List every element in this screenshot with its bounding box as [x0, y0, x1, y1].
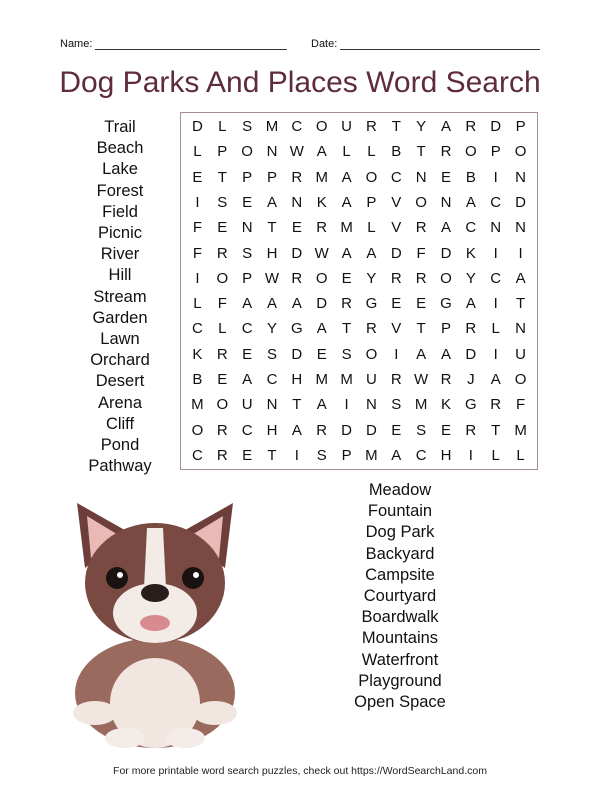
- grid-letter: N: [515, 320, 526, 338]
- word-list-item: Backyard: [365, 544, 435, 563]
- grid-letter: R: [216, 446, 228, 464]
- grid-letter: N: [515, 168, 526, 186]
- grid-letter: S: [391, 396, 402, 414]
- word-list-item: Mountains: [361, 629, 439, 648]
- grid-letter: I: [493, 244, 498, 262]
- grid-letter: E: [391, 295, 402, 313]
- grid-letter: H: [266, 421, 278, 439]
- word-list-item: Desert: [95, 372, 145, 391]
- grid-letter: T: [292, 396, 302, 414]
- grid-letter: I: [493, 345, 498, 363]
- grid-letter: G: [465, 396, 477, 414]
- grid-letter: A: [391, 446, 402, 464]
- grid-letter: O: [440, 269, 452, 287]
- grid-letter: K: [465, 244, 476, 262]
- grid-letter: I: [195, 193, 200, 211]
- grid-letter: P: [341, 446, 352, 464]
- letter-grid: [180, 112, 538, 470]
- grid-letter: W: [289, 143, 304, 161]
- grid-letter: F: [416, 244, 426, 262]
- grid-letter: M: [191, 396, 204, 414]
- grid-letter: L: [367, 219, 376, 237]
- grid-letter: N: [440, 193, 452, 211]
- grid-letter: L: [367, 143, 376, 161]
- grid-letter: N: [415, 168, 427, 186]
- grid-letter: E: [416, 295, 427, 313]
- grid-letter: S: [266, 345, 277, 363]
- grid-letter: A: [465, 295, 476, 313]
- grid-letter: G: [291, 320, 303, 338]
- grid-letter: E: [440, 421, 451, 439]
- grid-letter: A: [341, 244, 352, 262]
- grid-letter: H: [440, 446, 452, 464]
- grid-letter: P: [266, 168, 277, 186]
- grid-letter: Y: [266, 320, 277, 338]
- grid-letter: A: [316, 320, 327, 338]
- grid-letter: D: [316, 295, 328, 313]
- word-list-item: Field: [102, 202, 138, 221]
- grid-letter: N: [366, 396, 377, 414]
- grid-letter: A: [242, 295, 253, 313]
- grid-letter: O: [365, 168, 378, 186]
- grid-letter: V: [391, 320, 402, 338]
- grid-letter: V: [391, 219, 402, 237]
- grid-letter: R: [341, 295, 352, 313]
- grid-letter: P: [242, 269, 253, 287]
- grid-letter: E: [192, 168, 203, 186]
- grid-letter: S: [316, 446, 327, 464]
- grid-letter: I: [294, 446, 299, 464]
- word-list-item: Hill: [108, 266, 132, 285]
- grid-letter: F: [217, 295, 227, 313]
- grid-letter: D: [291, 345, 303, 363]
- grid-letter: A: [440, 118, 451, 136]
- grid-letter: C: [465, 219, 477, 237]
- grid-letter: J: [467, 370, 475, 388]
- grid-letter: M: [340, 370, 353, 388]
- grid-letter: R: [465, 118, 477, 136]
- word-list-item: Waterfront: [361, 650, 439, 669]
- grid-letter: E: [242, 193, 253, 211]
- word-list-item: Courtyard: [363, 587, 437, 606]
- grid-letter: E: [217, 219, 228, 237]
- grid-letter: I: [468, 446, 473, 464]
- grid-letter: D: [291, 244, 303, 262]
- grid-letter: W: [314, 244, 329, 262]
- grid-letter: A: [316, 396, 327, 414]
- grid-letter: R: [216, 421, 228, 439]
- grid-letter: A: [291, 421, 302, 439]
- grid-letter: A: [465, 193, 476, 211]
- grid-letter: R: [366, 320, 377, 338]
- word-list-item: Boardwalk: [361, 608, 439, 627]
- grid-letter: L: [491, 446, 500, 464]
- grid-letter: O: [241, 143, 253, 161]
- grid-letter: O: [191, 421, 204, 439]
- grid-letter: A: [515, 269, 526, 287]
- grid-letter: B: [192, 370, 203, 388]
- grid-letter: M: [514, 421, 527, 439]
- grid-letter: G: [440, 295, 452, 313]
- grid-letter: E: [440, 168, 451, 186]
- grid-letter: M: [315, 370, 328, 388]
- grid-letter: I: [518, 244, 523, 262]
- grid-letter: B: [465, 168, 476, 186]
- word-list-item: Garden: [92, 308, 148, 327]
- grid-letter: P: [242, 168, 253, 186]
- grid-letter: A: [266, 295, 277, 313]
- grid-letter: T: [267, 446, 277, 464]
- word-list-item: Lawn: [100, 330, 140, 349]
- grid-letter: A: [266, 193, 277, 211]
- grid-letter: T: [341, 320, 352, 338]
- grid-letter: C: [241, 320, 253, 338]
- grid-letter: I: [344, 396, 349, 414]
- word-list-right: [330, 480, 470, 713]
- grid-letter: M: [265, 118, 279, 136]
- grid-letter: R: [415, 269, 427, 287]
- grid-letter: I: [394, 345, 399, 363]
- grid-letter: W: [264, 269, 280, 287]
- grid-letter: L: [516, 446, 525, 464]
- grid-letter: O: [465, 143, 477, 161]
- grid-letter: A: [440, 219, 451, 237]
- grid-letter: R: [465, 421, 477, 439]
- grid-letter: W: [414, 370, 429, 388]
- grid-letter: O: [415, 193, 427, 211]
- grid-letter: S: [341, 345, 352, 363]
- grid-letter: R: [216, 345, 228, 363]
- grid-letter: D: [440, 244, 452, 262]
- word-list-item: Picnic: [97, 224, 142, 243]
- grid-letter: O: [365, 345, 378, 363]
- grid-letter: H: [266, 244, 278, 262]
- grid-letter: R: [465, 320, 477, 338]
- grid-letter: S: [416, 421, 427, 439]
- grid-letter: O: [216, 396, 229, 414]
- word-list-item: Stream: [93, 287, 147, 306]
- grid-letter: S: [217, 193, 228, 211]
- grid-letter: U: [341, 118, 352, 136]
- grid-letter: M: [315, 168, 328, 186]
- grid-letter: B: [391, 143, 402, 161]
- grid-letter: C: [291, 118, 303, 136]
- grid-letter: E: [291, 219, 302, 237]
- grid-letter: T: [491, 421, 501, 439]
- grid-letter: R: [366, 118, 377, 136]
- grid-letter: P: [515, 118, 526, 136]
- grid-letter: O: [315, 118, 328, 136]
- word-list-item: Trail: [104, 118, 136, 136]
- grid-letter: C: [390, 168, 402, 186]
- grid-letter: P: [440, 320, 451, 338]
- date-field[interactable]: [311, 38, 540, 50]
- grid-letter: M: [414, 396, 428, 414]
- grid-letter: R: [440, 143, 452, 161]
- word-list-item: Meadow: [368, 481, 432, 499]
- word-list-item: Playground: [358, 671, 442, 690]
- grid-letter: N: [515, 219, 526, 237]
- grid-letter: N: [291, 193, 303, 211]
- grid-letter: N: [241, 219, 253, 237]
- grid-letter: N: [266, 396, 278, 414]
- grid-letter: L: [491, 320, 500, 338]
- date-line: [340, 39, 540, 50]
- grid-letter: A: [291, 295, 302, 313]
- word-list-item: Beach: [96, 139, 144, 158]
- grid-letter: R: [216, 244, 228, 262]
- grid-letter: A: [366, 244, 377, 262]
- grid-letter: V: [391, 193, 402, 211]
- grid-letter: C: [490, 193, 502, 211]
- grid-letter: O: [514, 143, 527, 161]
- page-title: Dog Parks And Places Word Search: [59, 66, 541, 99]
- grid-letter: E: [217, 370, 228, 388]
- grid-letter: K: [440, 396, 451, 414]
- word-list-item: Arena: [97, 393, 143, 412]
- grid-letter: T: [416, 320, 426, 338]
- word-list-item: Pathway: [88, 457, 152, 476]
- grid-letter: O: [216, 269, 229, 287]
- grid-letter: L: [218, 118, 227, 136]
- grid-letter: I: [493, 295, 498, 313]
- grid-letter: T: [515, 295, 526, 313]
- grid-letter: U: [241, 396, 253, 414]
- grid-letter: A: [416, 345, 427, 363]
- grid-letter: L: [193, 143, 202, 161]
- name-label: Name:: [60, 38, 93, 50]
- grid-letter: F: [192, 244, 202, 262]
- grid-letter: D: [192, 118, 203, 136]
- grid-letter: P: [366, 193, 377, 211]
- grid-letter: G: [365, 295, 378, 313]
- word-list-item: Cliff: [105, 414, 135, 433]
- grid-letter: O: [514, 370, 527, 388]
- word-list-item: Forest: [96, 181, 144, 200]
- grid-letter: C: [490, 269, 502, 287]
- grid-letter: E: [341, 269, 352, 287]
- grid-letter: K: [192, 345, 203, 363]
- grid-letter: I: [195, 269, 200, 287]
- grid-letter: E: [242, 446, 253, 464]
- grid-letter: R: [415, 219, 427, 237]
- grid-letter: Y: [416, 118, 427, 136]
- word-list-item: Campsite: [365, 565, 435, 584]
- grid-letter: U: [515, 345, 526, 363]
- word-list-item: River: [100, 245, 140, 264]
- grid-letter: N: [490, 219, 502, 237]
- grid-letter: A: [316, 143, 327, 161]
- word-list-item: Open Space: [354, 693, 446, 712]
- grid-letter: R: [291, 168, 303, 186]
- grid-letter: R: [390, 269, 402, 287]
- name-field[interactable]: [60, 38, 287, 50]
- word-list-item: Pond: [100, 436, 140, 455]
- footer-text: For more printable word search puzzles, check out https://WordSearchLand.com: [113, 765, 487, 777]
- grid-letter: O: [315, 269, 328, 287]
- grid-letter: P: [490, 143, 501, 161]
- grid-letter: C: [192, 446, 203, 464]
- grid-letter: I: [493, 168, 498, 186]
- grid-letter: P: [217, 143, 228, 161]
- grid-letter: S: [242, 244, 253, 262]
- grid-letter: L: [342, 143, 351, 161]
- grid-letter: C: [266, 370, 278, 388]
- grid-letter: Y: [465, 269, 476, 287]
- grid-letter: T: [416, 143, 426, 161]
- grid-letter: R: [316, 421, 328, 439]
- grid-letter: F: [192, 219, 202, 237]
- grid-letter: A: [341, 168, 352, 186]
- grid-letter: C: [415, 446, 427, 464]
- grid-letter: C: [241, 421, 253, 439]
- grid-letter: U: [366, 370, 377, 388]
- grid-letter: S: [242, 118, 253, 136]
- grid-letter: T: [267, 219, 277, 237]
- grid-letter: C: [192, 320, 203, 338]
- grid-letter: K: [316, 193, 327, 211]
- grid-letter: D: [341, 421, 352, 439]
- date-label: Date:: [311, 38, 338, 50]
- grid-letter: H: [291, 370, 303, 388]
- grid-letter: E: [391, 421, 402, 439]
- grid-letter: M: [365, 446, 378, 464]
- grid-letter: A: [440, 345, 451, 363]
- grid-letter: A: [242, 370, 253, 388]
- grid-letter: E: [316, 345, 327, 363]
- word-list-item: Fountain: [367, 502, 433, 521]
- word-list-item: Lake: [102, 160, 138, 179]
- grid-letter: D: [366, 421, 377, 439]
- grid-letter: T: [217, 168, 227, 186]
- grid-letter: A: [490, 370, 501, 388]
- grid-letter: T: [391, 118, 401, 136]
- grid-letter: F: [515, 396, 526, 414]
- grid-letter: Y: [366, 269, 377, 287]
- grid-letter: D: [390, 244, 402, 262]
- grid-letter: R: [316, 219, 328, 237]
- name-line: [95, 39, 287, 50]
- grid-letter: D: [465, 345, 477, 363]
- grid-letter: R: [390, 370, 402, 388]
- word-list-left: [70, 117, 170, 477]
- word-list-item: Dog Park: [365, 523, 435, 542]
- grid-letter: R: [440, 370, 452, 388]
- grid-letter: D: [490, 118, 502, 136]
- french-bulldog-illustration: [55, 488, 255, 758]
- grid-letter: E: [242, 345, 253, 363]
- grid-letter: N: [266, 143, 278, 161]
- grid-letter: A: [341, 193, 352, 211]
- grid-letter: L: [193, 295, 202, 313]
- grid-letter: D: [515, 193, 526, 211]
- grid-letter: R: [291, 269, 303, 287]
- grid-letter: L: [218, 320, 227, 338]
- grid-letter: R: [490, 396, 502, 414]
- grid-letter: M: [340, 219, 353, 237]
- word-list-item: Orchard: [90, 351, 150, 370]
